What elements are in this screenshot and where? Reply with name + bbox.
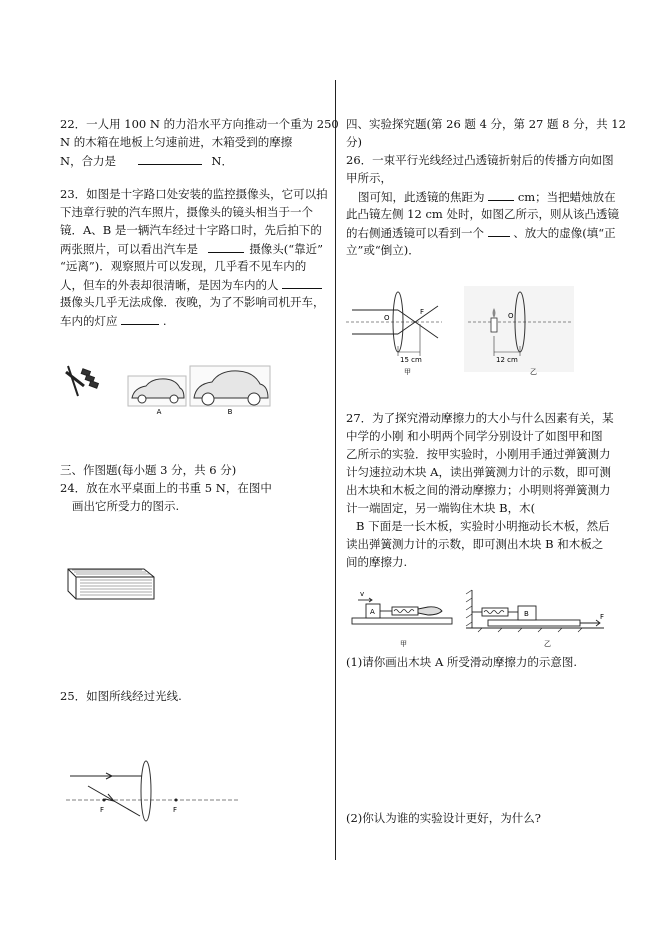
section-3-heading: 三、作图题(每小题 3 分，共 6 分) [60, 463, 237, 477]
focus-label-left: F [100, 806, 105, 814]
q24-line2: 画出它所受力的图示. [72, 499, 180, 513]
q23-line6 [60, 276, 322, 295]
q26-line5-a: 的右侧通透镜可以看到一个 [346, 226, 484, 240]
q26-line5 [346, 224, 616, 243]
q26-line6: 立”或“倒立)． [346, 243, 420, 257]
camera-icon [66, 366, 98, 396]
block-a-label: A [370, 608, 375, 616]
car-photo-b [190, 366, 270, 406]
q23-line5: “远离”)．观察照片可以发现，几乎看不见车内的 [60, 259, 307, 273]
q27-line5: 出木块和木板之间的滑动摩擦力；小明则将弹簧测力 [346, 483, 611, 497]
q23-line4-b: 摄像头(“靠近” [249, 242, 324, 256]
q27-line1: 27．为了探究滑动摩擦力的大小与什么因素有关，某 [346, 411, 614, 425]
q23-line3: 镜．A、B 是一辆汽车经过十字路口时，先后拍下的 [60, 223, 322, 237]
q23-line2: 下违章行驶的汽车照片，摄像头的镜头相当于一个 [60, 205, 313, 219]
block-b-label: B [524, 610, 529, 618]
q26-line5-b: 、放大的虚像(填“正 [513, 226, 616, 240]
q22-line3-a: N，合力是 [60, 154, 117, 168]
q23-line7: 摄像头几乎无法成像．夜晚，为了不影响司机开车， [60, 295, 325, 309]
q23-line4 [60, 240, 323, 259]
caption-yi-27: 乙 [544, 640, 551, 648]
car-photo-a [128, 376, 186, 406]
q23-line6-a: 人，但车的外表却很清晰，是因为车内的人 [60, 278, 279, 292]
experiment-jia [352, 598, 452, 624]
photo-label-b: B [227, 408, 233, 416]
diagram-yi [464, 286, 574, 376]
figure-26-lens-diagrams [346, 280, 576, 376]
figure-25-lens [66, 760, 240, 822]
book-figure [62, 565, 162, 603]
q23-line8 [60, 312, 166, 331]
q27-line4: 计匀速拉动木块 A，读出弹簧测力计的示数，即可测 [346, 465, 611, 479]
q27-line9: 间的摩擦力. [346, 555, 408, 569]
q27-line6: 计一端固定，另一端钩住木块 B，木( [346, 501, 536, 515]
caption-jia: 甲 [404, 368, 411, 376]
q26-line3 [358, 188, 616, 207]
column-divider [335, 80, 336, 860]
photo-label-a: A [156, 408, 162, 416]
q23-line8-a: 车内的灯应 [60, 314, 118, 328]
q22-line1: 22．一人用 100 N 的力沿水平方向推动一个重为 250 [60, 117, 339, 131]
distance-15cm: 15 cm [400, 356, 422, 364]
experiment-yi [466, 590, 604, 632]
q26-line2: 甲所示， [346, 171, 392, 185]
optical-center-label: O [384, 314, 390, 322]
q26-line4: 此凸镜左侧 12 cm 处时，如图乙所示，则从该凸透镜 [346, 207, 619, 221]
q25-line1: 25．如图所线经过光线. [60, 689, 182, 703]
answer-blank[interactable] [138, 152, 202, 165]
diagram-jia [346, 292, 442, 376]
q23-line8-b: . [162, 314, 167, 328]
velocity-label: v [360, 590, 365, 598]
figure-23-camera-cars [66, 362, 276, 416]
q26-line1: 26．一束平行光线经过凸透镜折射后的传播方向如图 [346, 153, 614, 167]
answer-blank[interactable] [208, 240, 244, 253]
q26-line3-a: 图可知，此透镜的焦距为 [358, 190, 485, 204]
answer-blank[interactable] [121, 312, 159, 325]
focus-label: F [420, 308, 425, 316]
answer-blank[interactable] [282, 276, 322, 289]
q27-line3: 乙所示的实验．按甲实验时，小刚用手通过弹簧测力 [346, 447, 611, 461]
focus-label-right: F [173, 806, 178, 814]
caption-yi: 乙 [530, 368, 537, 376]
q27-line8: 读出弹簧测力计的示数，即可测出木块 B 和木板之 [346, 537, 604, 551]
distance-12cm: 12 cm [496, 356, 518, 364]
q27-line2: 中学的小刚 和小明两个同学分别设计了如图甲和图 [346, 429, 603, 443]
q22-line2: N 的木箱在地板上匀速前进，木箱受到的摩擦 [60, 135, 293, 149]
q22-line3 [60, 152, 233, 171]
q26-line3-b: cm；当把蜡烛放在 [517, 190, 616, 204]
sec4-line1: 四、实验探究题(第 26 题 4 分，第 27 题 8 分，共 12 [346, 117, 626, 131]
figure-27-friction-experiments [348, 584, 610, 650]
q27-subquestion-2: (2)你认为谁的实验设计更好，为什么? [346, 811, 541, 825]
q23-line1: 23．如图是十字路口处安装的监控摄像头，它可以拍 [60, 187, 328, 201]
q23-line4-a: 两张照片，可以看出汽车是 [60, 242, 198, 256]
sec4-line2: 分) [346, 135, 362, 149]
optical-center-label-2: O [508, 312, 514, 320]
q24-line1: 24．放在水平桌面上的书重 5 N，在图中 [60, 481, 272, 495]
answer-blank[interactable] [488, 188, 514, 201]
caption-jia-27: 甲 [400, 640, 407, 648]
answer-blank[interactable] [488, 224, 510, 237]
q22-line3-b: N． [211, 154, 233, 168]
force-label: F [600, 613, 605, 621]
q27-line7: B 下面是一长木板，实验时小明拖动长木板，然后 [356, 519, 610, 533]
q27-subquestion-1: (1)请你画出木块 A 所受滑动摩擦力的示意图. [346, 655, 578, 669]
